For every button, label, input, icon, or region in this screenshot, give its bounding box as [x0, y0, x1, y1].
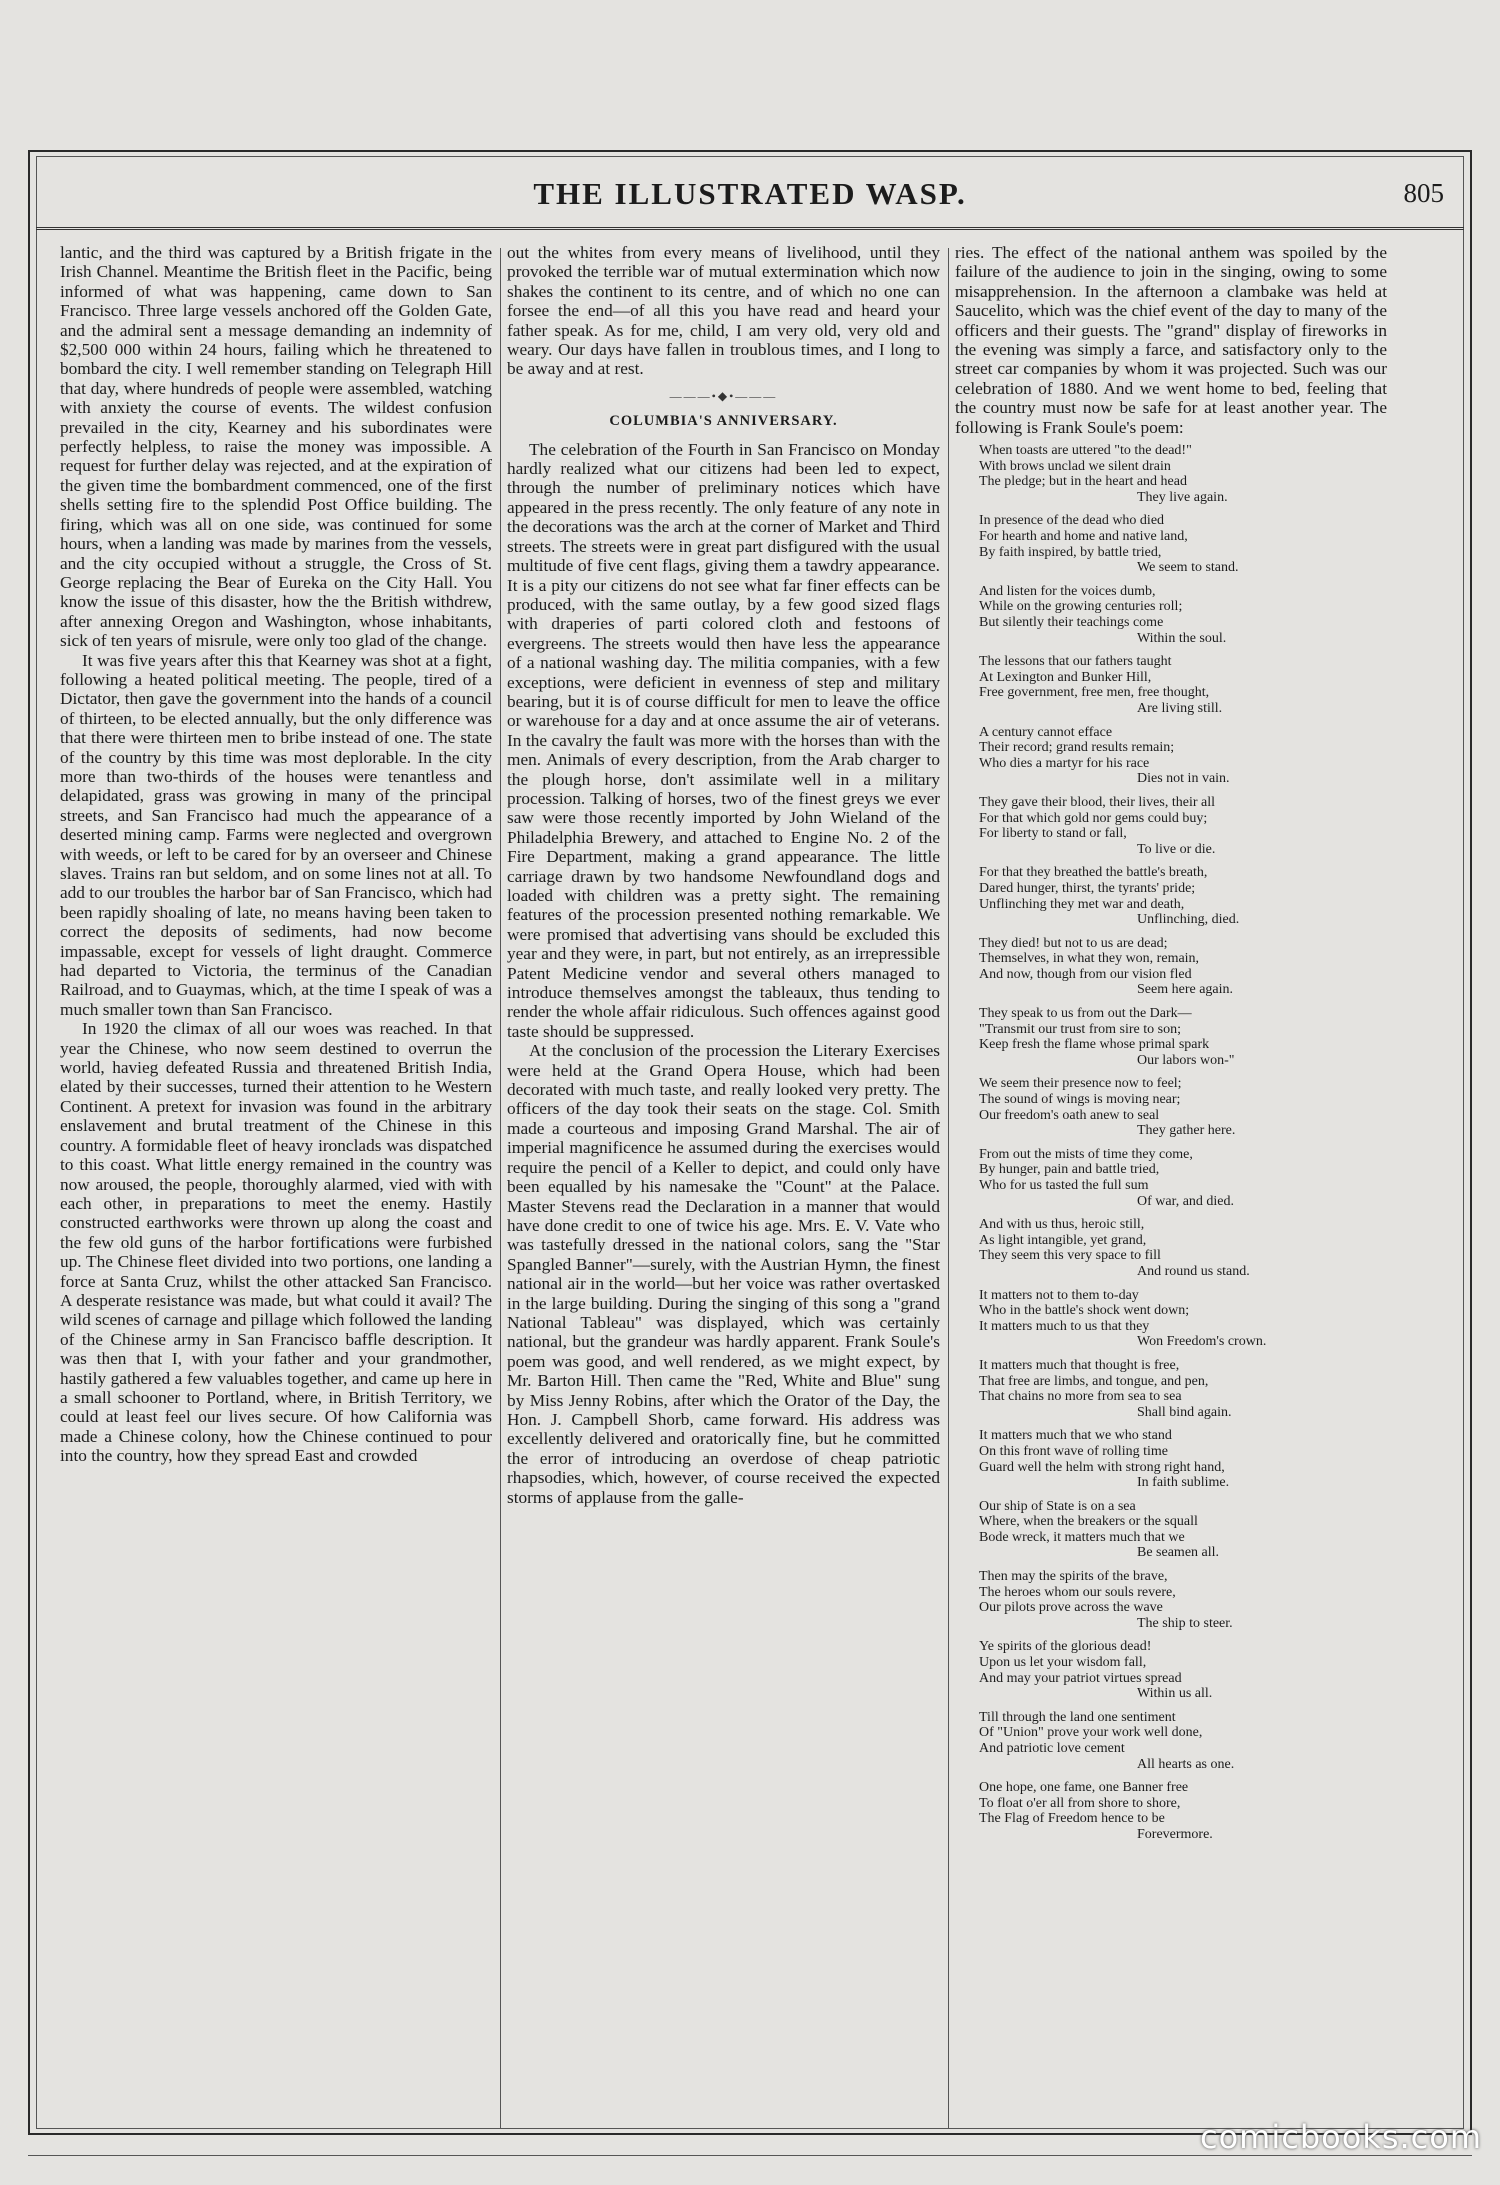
paragraph: In 1920 the climax of all our woes was reached. In that year the Chinese, who now seem destined to overrun the world, havieg defeated Russia and threatened British India, elated by their successes, turned their attention to he Western Continent. A pretext for invasion was found in the arbitrary enslavement and brutal treatment of the Chinese in this country. A formidable fleet of heavy ironclads was dispatched to this coast. What little energy remained in the country was now aroused, the people, thoroughly alarmed, vied with with each other, in preparations to meet the enemy. Hastily constructed earthworks were thrown up along the coast and the few old guns of the harbor fortifications were furbished up. The Chinese fleet divided into two portions, one landing a force at Santa Cruz, whilst the other attacked San Francisco. A desperate resistance was made, but what could it avail? The wild scenes of carnage and pillage which followed the landing of the Chinese army in San Francisco baffle description. It was then that I, with your father and your grandmother, hastily gathered a few valuables together, and came up here in a small schooner to Portland, where, in British Territory, we could at least feel our lives secure. Of how California was made a Chinese colony, how the Chinese continued to pour into the country, how they spread East and crowded — [60, 1019, 492, 1466]
poem-line: And patriotic love cement — [979, 1741, 1125, 1756]
section-separator: ———•◆•——— — [669, 388, 778, 403]
poem-stanza — [979, 1499, 1387, 1561]
poem-line: Within us all. — [1137, 1686, 1213, 1702]
poem-line: Ye spirits of the glorious dead! — [979, 1639, 1152, 1655]
poem-stanza — [979, 443, 1387, 505]
poem-line: Then may the spirits of the brave, — [979, 1569, 1168, 1585]
poem-stanza — [979, 513, 1387, 575]
poem-line: Are living still. — [1137, 700, 1223, 716]
poem-line: The Flag of Freedom hence to be — [979, 1811, 1165, 1827]
poem-line: One hope, one fame, one Banner free — [979, 1780, 1189, 1796]
page-header — [36, 170, 1464, 240]
poem-line: Be seamen all. — [1137, 1545, 1220, 1561]
poem-line: When toasts are uttered "to the dead!" — [979, 443, 1192, 459]
poem-line: In faith sublime. — [1137, 1475, 1230, 1491]
poem-line: We seem to stand. — [1137, 560, 1239, 576]
poem-stanza — [979, 654, 1387, 716]
poem-line: And with us thus, heroic still, — [979, 1217, 1145, 1233]
poem-line: Till through the land one sentiment — [979, 1709, 1176, 1725]
poem-stanza — [979, 1288, 1387, 1350]
poem-line: To float o'er all from shore to shore, — [979, 1795, 1181, 1811]
poem-line: Who in the battle's shock went down; — [979, 1303, 1190, 1319]
poem-line: Their record; grand results remain; — [979, 740, 1175, 756]
poem-line: Our ship of State is on a sea — [979, 1498, 1136, 1514]
poem-line: For liberty to stand or fall, — [979, 826, 1127, 842]
poem-line: Keep fresh the flame whose primal spark — [979, 1037, 1210, 1053]
poem-line: For that which gold nor gems could buy; — [979, 810, 1208, 826]
column-3 — [955, 243, 1387, 2123]
poem-line: They speak to us from out the Dark— — [979, 1006, 1192, 1022]
poem-line: To live or die. — [1137, 841, 1216, 857]
watermark: comicbooks.com — [1199, 2118, 1482, 2156]
poem-line: Guard well the helm with strong right hand, — [979, 1459, 1225, 1475]
poem-stanza — [979, 795, 1387, 857]
poem-line: The ship to steer. — [1137, 1615, 1233, 1631]
poem-line: In presence of the dead who died — [979, 513, 1165, 529]
poem-line: Of "Union" prove your work well done, — [979, 1725, 1203, 1741]
poem-line: Our labors won-" — [1137, 1052, 1235, 1068]
poem-line: And listen for the voices dumb, — [979, 583, 1156, 599]
poem-line: At Lexington and Bunker Hill, — [979, 669, 1152, 685]
poem-stanza — [979, 1006, 1387, 1068]
poem-line: Upon us let your wisdom fall, — [979, 1655, 1147, 1671]
poem-line: Shall bind again. — [1137, 1404, 1232, 1420]
poem-line: While on the growing centuries roll; — [979, 599, 1183, 615]
poem-line: Dies not in vain. — [1137, 771, 1230, 787]
poem-line: For that they breathed the battle's breath, — [979, 865, 1208, 881]
page-number: 805 — [1403, 178, 1444, 208]
article-heading: COLUMBIA'S ANNIVERSARY. — [609, 413, 838, 430]
paragraph: At the conclusion of the procession the Literary Exercises were held at the Grand Opera House, which had been decorated with much taste, and really looked very pretty. The officers of the day took their seats on the stage. Col. Smith made a courteous and imposing Grand Marshal. The air of imperial magnificence he assumed during the exercises would require the pencil of a Keller to depict, and could only have been equalled by his namesake the "Count" at the Palace. Master Stevens read the Declaration in a manner that would have done credit to one of twice his age. Mrs. E. V. Vate who was tastefully dressed in the national colors, sang the "Star Spangled Banner"—surely, with the Austrian Hymn, the finest national air in the world—but her voice was rather overtasked in the large building. During the singing of this song a "grand National Tableau" was displayed, which was certainly national, but the grandeur was hardly apparent. Frank Soule's poem was good, and well rendered, as we might expect, by Mr. Barton Hill. Then came the "Red, White and Blue" sung by Miss Jenny Robins, after which the Orator of the Day, the Hon. J. Campbell Shorb, came forward. His address was excellently delivered and oratorically fine, but he committed the error of introducing an overdose of cheap patriotic rhapsodies, which, however, of course received the expected storms of applause from the galle- — [507, 1041, 940, 1507]
poem-stanza — [979, 865, 1387, 927]
poem-line: The sound of wings is moving near; — [979, 1092, 1181, 1108]
poem-line: The lessons that our fathers taught — [979, 654, 1172, 670]
header-rule — [36, 227, 1464, 230]
poem-line: All hearts as one. — [1137, 1756, 1235, 1772]
poem-line: Forevermore. — [1137, 1826, 1213, 1842]
text-columns — [60, 243, 1440, 2133]
poem-line: Of war, and died. — [1137, 1193, 1235, 1209]
poem-line: By hunger, pain and battle tried, — [979, 1162, 1160, 1178]
poem-line: From out the mists of time they come, — [979, 1146, 1193, 1162]
poem-line: Unflinching, died. — [1137, 912, 1240, 928]
poem-line: Who dies a martyr for his race — [979, 755, 1150, 771]
poem-line: That chains no more from sea to sea — [979, 1389, 1182, 1405]
poem-line: Seem here again. — [1137, 982, 1234, 998]
poem-line: They gave their blood, their lives, their all — [979, 794, 1215, 810]
poem-line: It matters not to them to-day — [979, 1287, 1139, 1303]
poem-line: But silently their teachings come — [979, 615, 1164, 630]
poem-stanza — [979, 1780, 1387, 1842]
poem-stanza — [979, 1217, 1387, 1279]
poem-line: It matters much that we who stand — [979, 1428, 1172, 1444]
poem-line: Themselves, in what they won, remain, — [979, 951, 1200, 967]
poem-line: "Transmit our trust from sire to son; — [979, 1021, 1181, 1037]
poem-stanza — [979, 1358, 1387, 1420]
poem-line: With brows unclad we silent drain — [979, 458, 1171, 474]
poem-stanza — [979, 1569, 1387, 1631]
poem-line: The heroes whom our souls revere, — [979, 1584, 1176, 1600]
poem-line: As light intangible, yet grand, — [979, 1232, 1147, 1248]
poem-line: They live again. — [1137, 489, 1228, 505]
poem-line: And now, though from our vision fled — [979, 966, 1192, 982]
paragraph: The celebration of the Fourth in San Francisco on Monday hardly realized what our citizens had been led to expect, through the number of preliminary notices which have appeared in the press recently. The only feature of any note in the decorations was the arch at the corner of Market and Third streets. The streets were in great part disfigured with the usual multitude of five cent flags, giving them a tawdry appearance. It is a pity our citizens do not see what far finer effects can be produced, with the same outlay, by a few good sized flags with draperies of parti colored cloth and festoons of evergreens. The streets would then have less the appearance of a national washing day. The militia companies, with a few exceptions, were deficient in evenness of step and military bearing, but it is of course difficult for men to leave the office or warehouse for a day and at once assume the air of veterans. In the cavalry the fault was more with the horses than with the men. Animals of every description, from the Arab charger to the plough horse, don't assimilate well in a military procession. Talking of horses, two of the finest greys we ever saw were those recently imported by John Wieland of the Philadelphia Brewery, and attached to Engine No. 2 of the Fire Department, making a grand appearance. The little carriage drawn by two handsome Newfoundland dogs and loaded with children was a pretty sight. The remaining features of the procession presented nothing remarkable. We were promised that advertising vans should be excluded this year and they were, in part, but not entirely, as an irrepressible Patent Medicine vendor and several others managed to introduce themselves amongst the tableaux, thus tending to render the whole affair ridiculous. Such offences against good taste should be suppressed. — [507, 439, 940, 1041]
poem-line: Within the soul. — [1137, 630, 1227, 646]
poem-line: That free are limbs, and tongue, and pen, — [979, 1373, 1209, 1389]
poem-line: Bode wreck, it matters much that we — [979, 1529, 1185, 1545]
poem-line: For hearth and home and native land, — [979, 529, 1188, 545]
poem-line: Free government, free men, free thought, — [979, 685, 1210, 701]
poem-line: Our freedom's oath anew to seal — [979, 1107, 1160, 1123]
column-2 — [507, 243, 940, 2123]
poem-line: Unflinching they met war and death, — [979, 896, 1185, 912]
column-1 — [60, 243, 492, 2123]
paragraph: out the whites from every means of livelihood, until they provoked the terrible war of mutual extermination which now shakes the continent to its centre, and of which no one can forsee the end—of all this you have read and heard your father speak. As for me, child, I am very old, very old and weary. Our days have fallen in troublous times, and I long to be away and at rest. — [507, 243, 940, 379]
poem-line: They gather here. — [1137, 1123, 1236, 1139]
poem-line: It matters much to us that they — [979, 1318, 1150, 1334]
paragraph: lantic, and the third was captured by a British frigate in the Irish Channel. Meantime the British fleet in the Pacific, being informed of what was happening, came down to San Francisco. Three large vessels anchored off the Golden Gate, and the admiral sent a message demanding an indemnity of $2,500 000 within 24 hours, failing which he threatened to bombard the city. I well remember standing on Telegraph Hill that day, where hundreds of people were assembled, watching with anxiety the course of events. The wildest confusion prevailed in the city, Kearney and his subordinates were perfectly helpless, to raise the money was impossible. A request for further delay was rejected, and at the expiration of the given time the bombardment commenced, one of the first shells setting fire to the splendid Post Office building. The firing, which was all on one side, was continued for some hours, when a landing was made by marines from the vessels, and the city occupied without a struggle, the Cross of St. George replacing the Bear of Eureka on the City Hall. You know the issue of this disaster, how the the British withdrew, after annexing Oregon and Washington, whose inhabitants, sick of ten years of misrule, were only too glad of the change. — [60, 243, 492, 651]
poem-line: Who for us tasted the full sum — [979, 1178, 1149, 1193]
poem-line: They seem this very space to fill — [979, 1248, 1161, 1264]
masthead: THE ILLUSTRATED WASP. — [533, 176, 967, 211]
poem-line: Where, when the breakers or the squall — [979, 1514, 1198, 1530]
poem-stanza — [979, 936, 1387, 998]
poem-stanza — [979, 725, 1387, 787]
poem — [979, 443, 1387, 1843]
poem-line: The pledge; but in the heart and head — [979, 474, 1187, 490]
poem-stanza — [979, 1147, 1387, 1209]
paragraph: ries. The effect of the national anthem was spoiled by the failure of the audience to join in the singing, owing to some misapprehension. In the afternoon a clambake was held at Saucelito, which was the chief event of the day to many of the officers and their guests. The "grand" display of fireworks in the evening was simply a farce, and satisfactory only to the street car companies by whom it was projected. Such was our celebration of 1880. And we went home to bed, feeling that the country must now be safe for at least another year. The following is Frank Soule's poem: — [955, 243, 1387, 437]
poem-stanza — [979, 1076, 1387, 1138]
poem-line: They died! but not to us are dead; — [979, 935, 1168, 951]
poem-stanza — [979, 584, 1387, 646]
poem-stanza — [979, 1639, 1387, 1701]
poem-line: And may your patriot virtues spread — [979, 1670, 1182, 1686]
poem-line: On this front wave of rolling time — [979, 1443, 1168, 1459]
poem-line: By faith inspired, by battle tried, — [979, 544, 1162, 560]
poem-line: And round us stand. — [1137, 1263, 1250, 1279]
poem-line: Dared hunger, thirst, the tyrants' pride; — [979, 880, 1196, 896]
poem-line: It matters much that thought is free, — [979, 1357, 1180, 1373]
poem-line: Won Freedom's crown. — [1137, 1334, 1267, 1350]
poem-stanza — [979, 1710, 1387, 1772]
paragraph: It was five years after this that Kearney was shot at a fight, following a heated political meeting. The people, tired of a Dictator, then gave the government into the hands of a council of thirteen, to be elected annually, but the only difference was that there were thirteen men to bribe instead of one. The state of the country by this time was most deplorable. In the city more than two-thirds of the houses were tenantless and delapidated, grass was growing in many of the principal streets, and San Francisco had much the appearance of a deserted mining camp. Farms were neglected and overgrown with weeds, or left to be cared for by an overseer and Chinese slaves. Trains ran but seldom, and on some lines not at all. To add to our troubles the harbor bar of San Francisco, which had been rapidly shoaling of late, no means having been taken to correct the deposits of sediments, had now become impassable, except for vessels of light draught. Commerce had departed to Victoria, the terminus of the Canadian Railroad, and to Guaymas, which, at the time I speak of was a much smaller town than San Francisco. — [60, 650, 492, 1019]
poem-line: Our pilots prove across the wave — [979, 1600, 1163, 1616]
poem-line: A century cannot efface — [979, 724, 1113, 740]
poem-line: We seem their presence now to feel; — [979, 1076, 1182, 1092]
poem-stanza — [979, 1428, 1387, 1490]
